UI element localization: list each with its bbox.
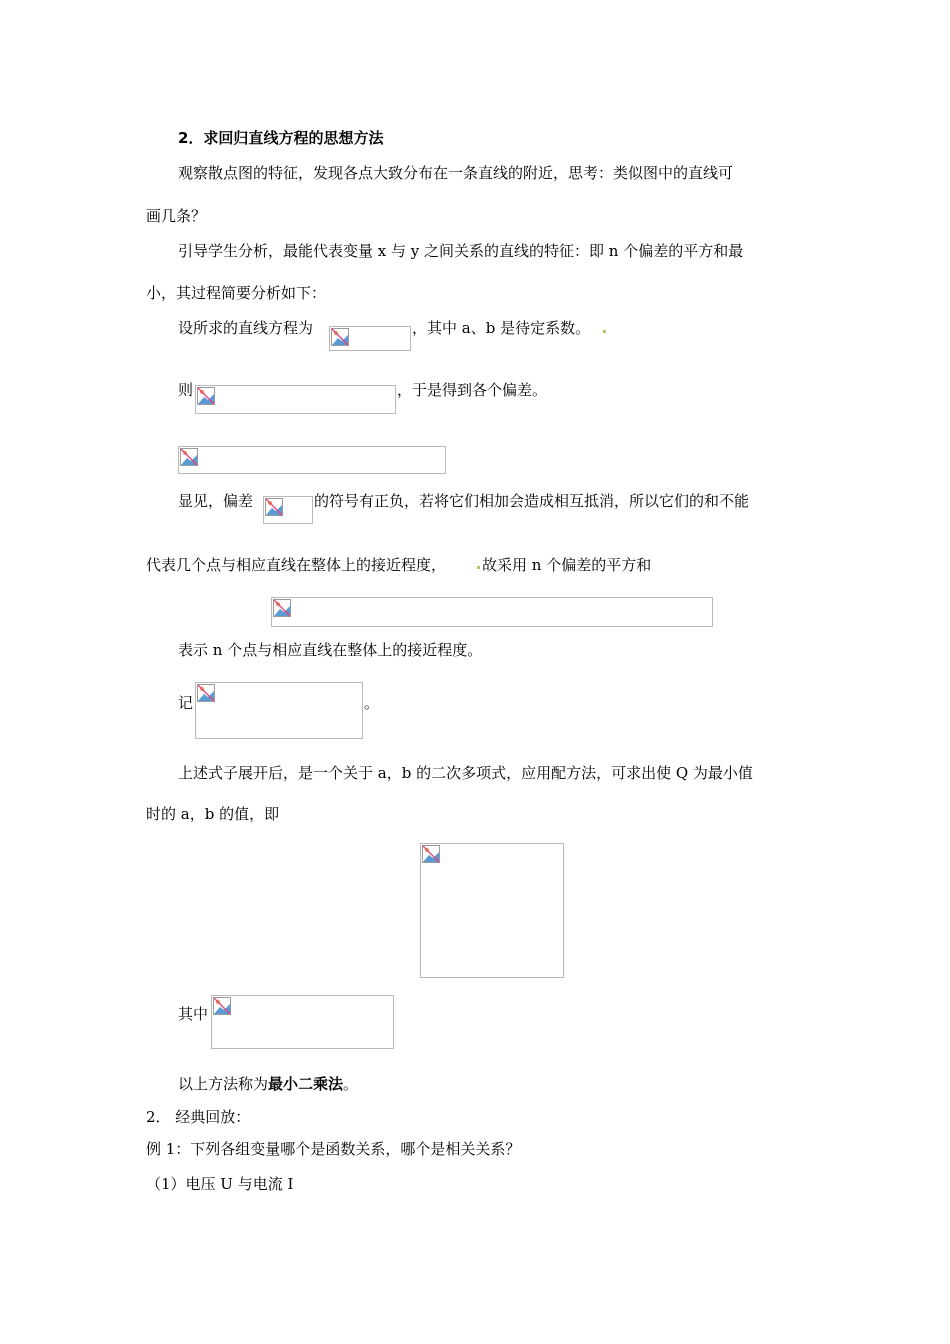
broken-image-icon <box>265 498 283 516</box>
paragraph-line: 。 <box>364 694 380 712</box>
broken-image-icon <box>273 599 291 617</box>
broken-image-icon <box>213 997 231 1015</box>
paragraph-line: 时的 a，b 的值，即 <box>146 805 280 823</box>
broken-image-icon <box>180 448 198 466</box>
formula-image <box>178 446 446 474</box>
list-item: （1）电压 U 与电流 I <box>146 1175 294 1193</box>
text-segment: 以上方法称为 <box>178 1075 269 1093</box>
formula-image <box>329 326 411 351</box>
paragraph-line: 表示 n 个点与相应直线在整体上的接近程度。 <box>178 641 483 659</box>
broken-image-icon <box>331 328 349 346</box>
example-title: 例 1：下列各组变量哪个是函数关系，哪个是相关关系？ <box>146 1140 521 1158</box>
paragraph-line: 其中 <box>178 1005 209 1023</box>
paragraph-line: 设所求的直线方程为 <box>178 319 314 337</box>
paragraph-line: 代表几个点与相应直线在整体上的接近程度， <box>146 556 447 574</box>
formula-image <box>271 597 713 627</box>
paragraph-line: 引导学生分析，最能代表变量 x 与 y 之间关系的直线的特征：即 n 个偏差的平方和最 <box>178 242 744 260</box>
paragraph-line <box>178 1074 358 1094</box>
paragraph-line: 则 <box>178 381 194 399</box>
broken-image-icon <box>197 684 215 702</box>
paragraph-line: 的符号有正负，若将它们相加会造成相互抵消，所以它们的和不能 <box>314 492 750 510</box>
formula-image <box>263 496 313 524</box>
broken-image-icon <box>197 387 215 405</box>
paragraph-line: 观察散点图的特征，发现各点大致分布在一条直线的附近，思考：类似图中的直线可 <box>178 164 734 182</box>
paragraph-line: 画几条？ <box>146 207 207 225</box>
section-heading: 2．求回归直线方程的思想方法 <box>178 129 384 147</box>
formula-image <box>195 682 363 739</box>
paragraph-line: 显见，偏差 <box>178 492 254 510</box>
section-heading: 2． 经典回放： <box>146 1108 251 1126</box>
text-marker <box>477 566 480 569</box>
formula-image <box>211 995 394 1049</box>
text-segment: 。 <box>343 1075 359 1093</box>
broken-image-icon <box>422 845 440 863</box>
text-marker <box>603 330 606 333</box>
formula-image <box>420 843 564 978</box>
paragraph-line: 上述式子展开后，是一个关于 a，b 的二次多项式，应用配方法，可求出使 Q 为最小值 <box>178 764 753 782</box>
paragraph-line: 小，其过程简要分析如下： <box>146 284 327 302</box>
formula-image <box>195 385 396 414</box>
paragraph-line: ，于是得到各个偏差。 <box>397 381 548 399</box>
paragraph-line: ，其中 a、b 是待定系数。 <box>412 319 591 337</box>
paragraph-line: 故采用 n 个偏差的平方和 <box>482 556 652 574</box>
term-highlight: 最小二乘法 <box>268 1075 344 1093</box>
paragraph-line: 记 <box>178 694 194 712</box>
